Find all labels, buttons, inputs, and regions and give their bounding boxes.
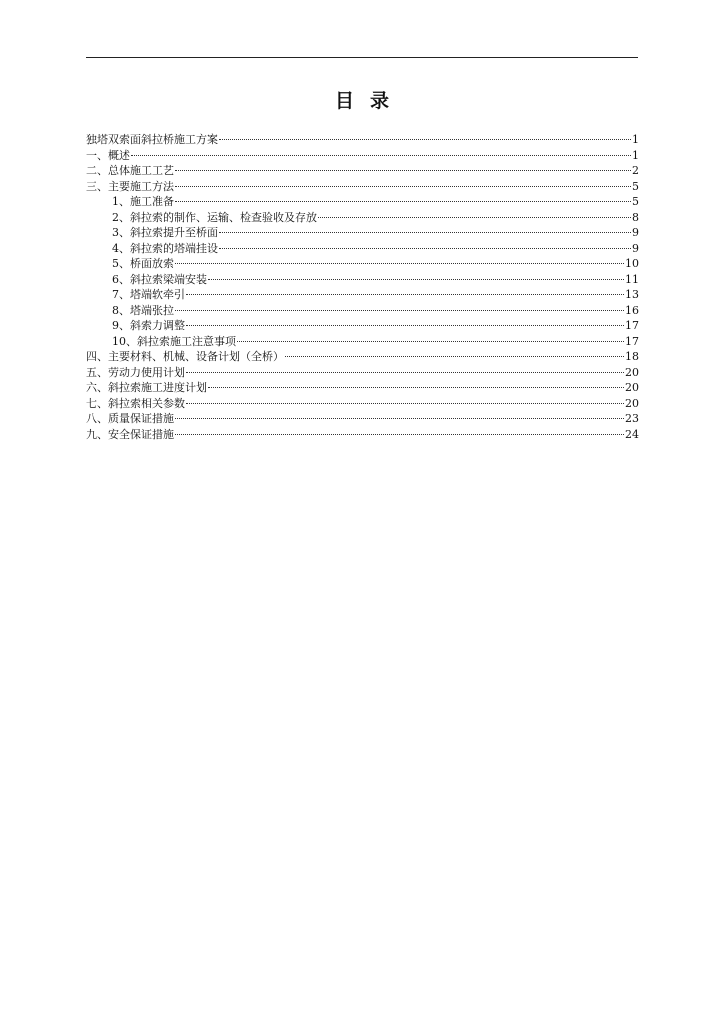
toc-entry-page: 11	[625, 272, 639, 286]
toc-entry-page: 5	[632, 195, 639, 208]
toc-leader-dots	[285, 356, 624, 357]
toc-leader-dots	[186, 325, 624, 326]
toc-list	[86, 132, 639, 442]
toc-leader-dots	[175, 263, 624, 264]
toc-entry-page: 23	[625, 412, 639, 425]
toc-entry-page: 20	[625, 381, 639, 394]
toc-entry-label: 五、劳动力使用计划	[86, 365, 185, 379]
toc-entry-label: 二、总体施工工艺	[86, 164, 174, 177]
toc-leader-dots	[237, 341, 624, 342]
toc-entry-label: 2、斜拉索的制作、运输、检查验收及存放	[112, 210, 317, 224]
toc-entry-page: 24	[625, 427, 639, 441]
toc-entry[interactable]	[86, 163, 639, 179]
toc-leader-dots	[219, 232, 631, 233]
toc-entry-label: 独塔双索面斜拉桥施工方案	[86, 133, 218, 146]
toc-subentry[interactable]	[86, 287, 639, 303]
toc-entry-label: 10、斜拉索施工注意事项	[112, 334, 236, 348]
toc-entry[interactable]	[86, 380, 639, 396]
toc-entry-label: 八、质量保证措施	[86, 412, 174, 425]
toc-entry[interactable]	[86, 132, 639, 148]
toc-leader-dots	[318, 217, 631, 218]
toc-leader-dots	[175, 434, 624, 435]
toc-leader-dots	[186, 372, 624, 373]
toc-subentry[interactable]	[86, 210, 639, 226]
toc-entry-label: 3、斜拉索提升至桥面	[112, 226, 218, 239]
toc-entry-page: 8	[632, 210, 639, 224]
toc-entry-label: 6、斜拉索梁端安装	[112, 272, 207, 286]
toc-entry-page: 17	[625, 334, 639, 348]
toc-entry-page: 18	[625, 350, 639, 363]
toc-leader-dots	[131, 155, 631, 156]
toc-entry-label: 4、斜拉索的塔端挂设	[112, 241, 218, 255]
toc-title: 目录	[334, 90, 405, 112]
toc-subentry[interactable]	[86, 225, 639, 241]
toc-leader-dots	[219, 248, 631, 249]
toc-subentry[interactable]	[86, 318, 639, 334]
toc-entry-page: 16	[625, 303, 639, 317]
toc-entry-page: 2	[632, 164, 639, 177]
toc-entry-page: 13	[625, 288, 639, 301]
header-rule	[86, 57, 638, 58]
toc-entry-page: 10	[625, 257, 639, 270]
toc-leader-dots	[175, 201, 631, 202]
toc-entry-page: 20	[625, 396, 639, 410]
toc-leader-dots	[175, 186, 631, 187]
toc-entry-label: 1、施工准备	[112, 195, 174, 208]
toc-subentry[interactable]	[86, 334, 639, 350]
toc-entry[interactable]	[86, 148, 639, 164]
toc-entry[interactable]	[86, 365, 639, 381]
toc-subentry[interactable]	[86, 194, 639, 210]
toc-leader-dots	[208, 387, 624, 388]
toc-entry-page: 9	[632, 226, 639, 239]
toc-entry[interactable]	[86, 179, 639, 195]
toc-entry-label: 四、主要材料、机械、设备计划（全桥）	[86, 350, 284, 363]
toc-entry-page: 1	[632, 148, 639, 162]
toc-entry-label: 三、主要施工方法	[86, 179, 174, 193]
toc-entry-label: 六、斜拉索施工进度计划	[86, 381, 207, 394]
toc-entry-label: 7、塔端软牵引	[112, 288, 185, 301]
toc-leader-dots	[175, 418, 624, 419]
toc-entry-label: 9、斜索力调整	[112, 319, 185, 332]
toc-subentry[interactable]	[86, 272, 639, 288]
toc-leader-dots	[219, 139, 631, 140]
toc-entry[interactable]	[86, 349, 639, 365]
toc-subentry[interactable]	[86, 241, 639, 257]
toc-entry-label: 5、桥面放索	[112, 257, 174, 270]
toc-entry-page: 1	[632, 133, 639, 146]
toc-entry[interactable]	[86, 396, 639, 412]
toc-leader-dots	[186, 403, 624, 404]
toc-leader-dots	[208, 279, 624, 280]
toc-subentry[interactable]	[86, 256, 639, 272]
toc-entry-label: 九、安全保证措施	[86, 427, 174, 441]
toc-entry[interactable]	[86, 427, 639, 443]
toc-entry-page: 20	[625, 365, 639, 379]
toc-leader-dots	[175, 170, 631, 171]
toc-subentry[interactable]	[86, 303, 639, 319]
toc-leader-dots	[175, 310, 624, 311]
toc-entry[interactable]	[86, 411, 639, 427]
toc-entry-page: 5	[632, 179, 639, 193]
toc-entry-page: 9	[632, 241, 639, 255]
toc-leader-dots	[186, 294, 624, 295]
toc-entry-page: 17	[625, 319, 639, 332]
toc-entry-label: 一、概述	[86, 148, 130, 162]
toc-entry-label: 七、斜拉索相关参数	[86, 396, 185, 410]
toc-entry-label: 8、塔端张拉	[112, 303, 174, 317]
